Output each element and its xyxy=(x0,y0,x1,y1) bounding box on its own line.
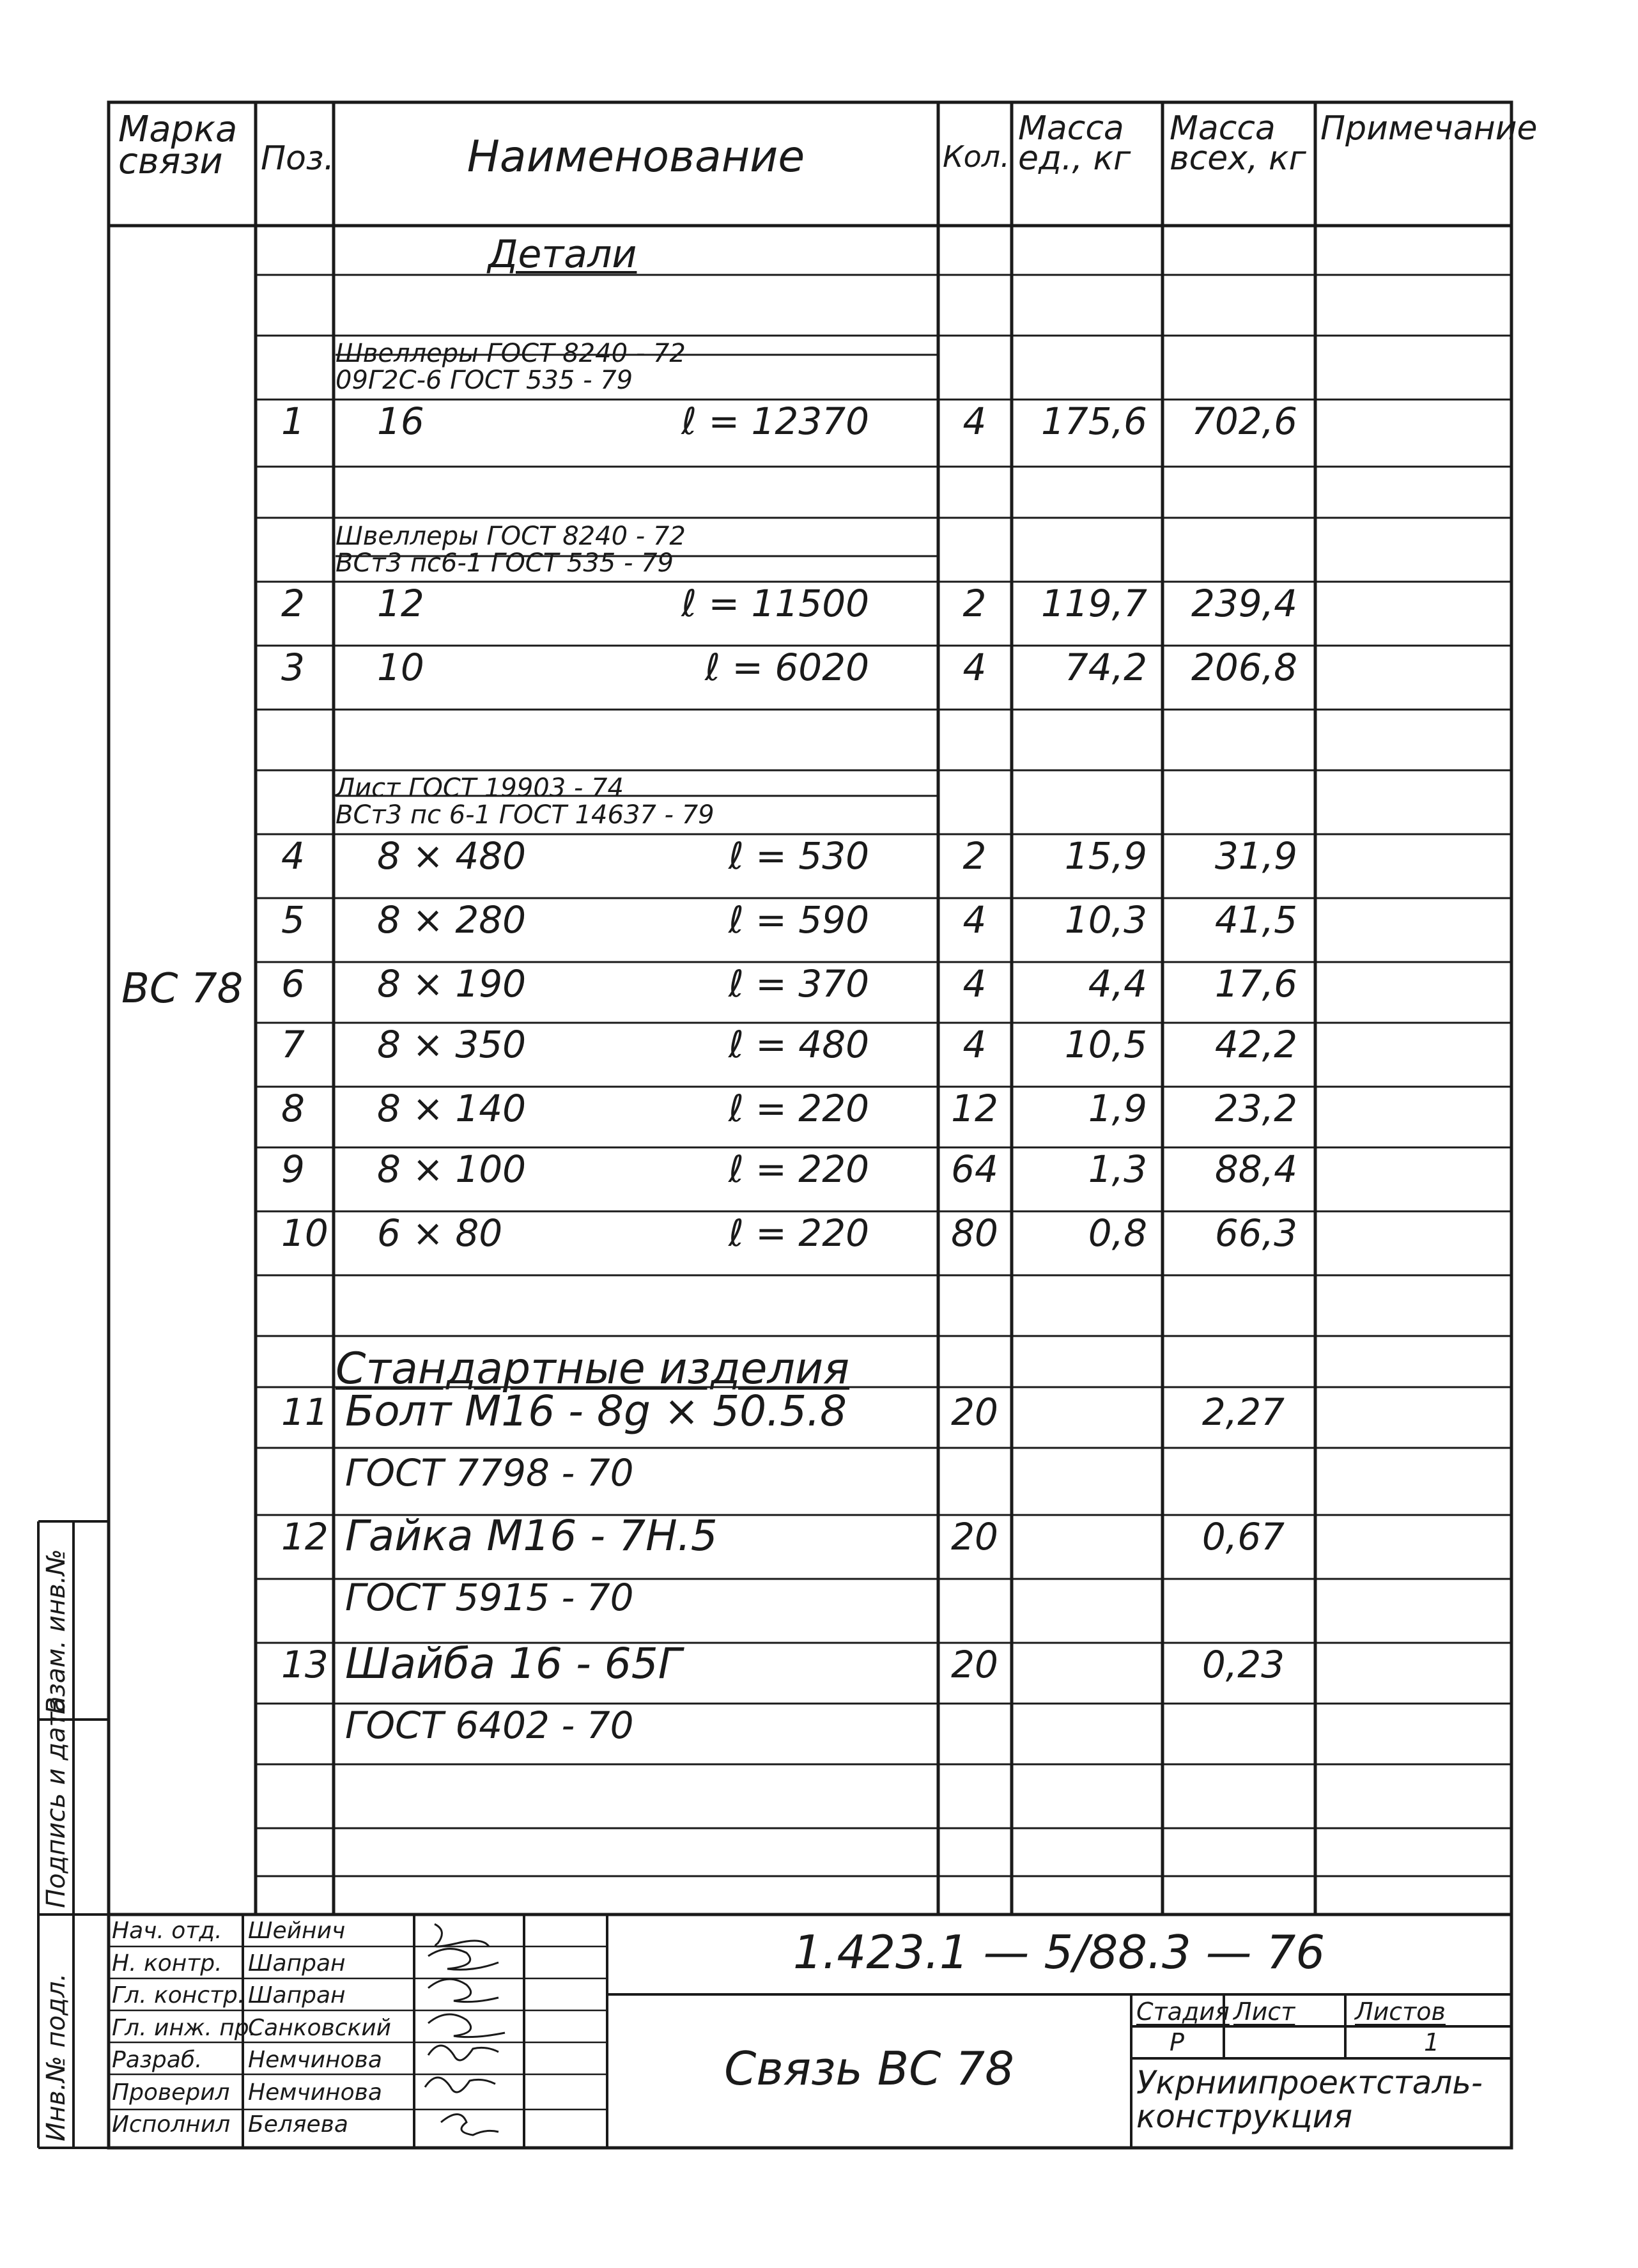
row-qty: 4 xyxy=(962,898,987,942)
organization: Укрниипроектсталь-конструкция xyxy=(1136,2064,1483,2135)
row-size: 8 × 350 xyxy=(377,1023,527,1066)
header-mass-unit: Масса ед., кг xyxy=(1018,109,1131,178)
header-name: Наименование xyxy=(467,132,805,182)
group-2-line2: ВСт3 пс6-1 ГОСТ 535 - 79 xyxy=(336,548,674,578)
stage-value: Р xyxy=(1170,2028,1184,2056)
std-poz: 13 xyxy=(281,1643,328,1686)
row-poz: 3 xyxy=(281,646,305,689)
row-length: ℓ = 370 xyxy=(728,962,869,1006)
side-vzam: Взам. инв.№ xyxy=(42,1549,71,1714)
std-name: Шайба 16 - 65Г xyxy=(345,1639,682,1688)
section-details-heading: Детали xyxy=(488,232,637,277)
row-poz: 10 xyxy=(281,1211,328,1255)
row-size: 12 xyxy=(377,582,424,625)
group-1-line1: Швеллеры ГОСТ 8240 - 72 xyxy=(336,339,686,368)
row-poz: 5 xyxy=(281,898,305,942)
row-mass-total: 42,2 xyxy=(1214,1023,1297,1066)
row-qty: 12 xyxy=(951,1087,998,1130)
titleblock-name: Санковский xyxy=(248,2014,392,2041)
titleblock-name: Шапран xyxy=(248,1982,346,2008)
titleblock-role: Исполнил xyxy=(112,2111,231,2138)
group-header-1 xyxy=(336,340,686,394)
row-mass-unit: 1,9 xyxy=(1088,1087,1147,1130)
group-header-2 xyxy=(336,523,686,577)
titleblock-role: Гл. констр. xyxy=(112,1982,245,2008)
titleblock-name: Шапран xyxy=(248,1950,346,1977)
std-poz: 12 xyxy=(281,1515,328,1558)
std-qty: 20 xyxy=(951,1390,998,1434)
row-qty: 2 xyxy=(962,582,987,625)
row-mass-unit: 0,8 xyxy=(1088,1211,1147,1255)
titleblock-role: Разраб. xyxy=(112,2047,203,2073)
row-poz: 8 xyxy=(281,1087,305,1130)
row-mass-unit: 15,9 xyxy=(1064,834,1147,878)
row-poz: 7 xyxy=(281,1023,305,1066)
std-name: Гайка М16 - 7Н.5 xyxy=(345,1511,718,1560)
titleblock-name: Немчинова xyxy=(248,2047,382,2073)
row-mass-total: 41,5 xyxy=(1214,898,1297,942)
row-qty: 4 xyxy=(962,400,987,443)
row-poz: 4 xyxy=(281,834,305,878)
std-name: Болт М16 - 8g × 50.5.8 xyxy=(345,1386,847,1436)
row-length: ℓ = 530 xyxy=(728,834,869,878)
row-poz: 6 xyxy=(281,962,305,1006)
row-mass-unit: 119,7 xyxy=(1040,582,1147,625)
row-qty: 80 xyxy=(951,1211,998,1255)
row-size: 8 × 140 xyxy=(377,1087,527,1130)
header-qty: Кол. xyxy=(943,139,1010,174)
header-mass-total: Масса всех, кг xyxy=(1170,109,1306,178)
std-gost: ГОСТ 6402 - 70 xyxy=(345,1704,634,1747)
stage-label: Стадия xyxy=(1136,1998,1230,2026)
header-poz: Поз. xyxy=(261,139,335,178)
sheets-label: Листов xyxy=(1355,1998,1446,2026)
std-qty: 20 xyxy=(951,1643,998,1686)
header-marka xyxy=(118,109,249,183)
row-mass-total: 66,3 xyxy=(1214,1211,1297,1255)
sheets-value: 1 xyxy=(1424,2028,1440,2056)
row-qty: 4 xyxy=(962,646,987,689)
row-length: ℓ = 6020 xyxy=(704,646,869,689)
signatures xyxy=(425,1924,505,2135)
group-3-line2: ВСт3 пс 6-1 ГОСТ 14637 - 79 xyxy=(336,800,715,830)
std-poz: 11 xyxy=(281,1390,328,1434)
row-size: 6 × 80 xyxy=(377,1211,503,1255)
row-size: 8 × 480 xyxy=(377,834,527,878)
std-mass-total: 2,27 xyxy=(1201,1390,1285,1434)
row-mass-unit: 175,6 xyxy=(1040,400,1147,443)
row-size: 8 × 280 xyxy=(377,898,527,942)
titleblock-name: Немчинова xyxy=(248,2079,382,2106)
row-mass-unit: 4,4 xyxy=(1088,962,1147,1006)
std-qty: 20 xyxy=(951,1515,998,1558)
group-1-line2: 09Г2С-6 ГОСТ 535 - 79 xyxy=(336,366,633,395)
row-mass-unit: 10,3 xyxy=(1064,898,1147,942)
group-header-3 xyxy=(336,775,715,828)
std-gost: ГОСТ 5915 - 70 xyxy=(345,1576,634,1619)
group-3-line1: Лист ГОСТ 19903 - 74 xyxy=(336,773,624,803)
side-podpis: Подпись и дата xyxy=(42,1696,71,1908)
header-marka-text: Марка связи xyxy=(118,109,238,183)
titleblock-role: Проверил xyxy=(112,2079,230,2106)
header-note: Примечание xyxy=(1320,109,1538,148)
row-poz: 2 xyxy=(281,582,305,625)
row-size: 8 × 100 xyxy=(377,1147,527,1191)
row-qty: 64 xyxy=(951,1147,998,1191)
row-length: ℓ = 220 xyxy=(728,1147,869,1191)
drawing-title: Связь ВС 78 xyxy=(724,2042,1014,2095)
row-length: ℓ = 11500 xyxy=(681,582,869,625)
std-gost: ГОСТ 7798 - 70 xyxy=(345,1451,634,1495)
marka-value: ВС 78 xyxy=(121,965,243,1013)
titleblock-role: Гл. инж. пр. xyxy=(112,2014,257,2041)
titleblock-role: Н. контр. xyxy=(112,1950,222,1977)
row-length: ℓ = 12370 xyxy=(681,400,869,443)
row-size: 10 xyxy=(377,646,424,689)
row-qty: 4 xyxy=(962,962,987,1006)
row-mass-unit: 1,3 xyxy=(1088,1147,1147,1191)
row-poz: 9 xyxy=(281,1147,305,1191)
row-length: ℓ = 220 xyxy=(728,1087,869,1130)
row-length: ℓ = 480 xyxy=(728,1023,869,1066)
row-size: 16 xyxy=(377,400,424,443)
row-length: ℓ = 220 xyxy=(728,1211,869,1255)
sheet-label: Лист xyxy=(1233,1998,1295,2026)
section-standard-heading: Стандартные изделия xyxy=(336,1344,850,1394)
titleblock-name: Шейнич xyxy=(248,1918,346,1944)
std-mass-total: 0,23 xyxy=(1201,1643,1285,1686)
row-mass-total: 31,9 xyxy=(1214,834,1297,878)
row-mass-total: 17,6 xyxy=(1214,962,1297,1006)
row-qty: 2 xyxy=(962,834,987,878)
row-poz: 1 xyxy=(281,400,305,443)
row-mass-total: 23,2 xyxy=(1214,1087,1297,1130)
row-mass-total: 88,4 xyxy=(1214,1147,1297,1191)
row-mass-unit: 10,5 xyxy=(1064,1023,1147,1066)
doc-code: 1.423.1 — 5/88.3 — 76 xyxy=(792,1925,1325,1979)
titleblock-role: Нач. отд. xyxy=(112,1918,222,1944)
row-mass-total: 239,4 xyxy=(1191,582,1297,625)
row-mass-total: 206,8 xyxy=(1191,646,1297,689)
row-length: ℓ = 590 xyxy=(728,898,869,942)
row-mass-unit: 74,2 xyxy=(1064,646,1147,689)
row-size: 8 × 190 xyxy=(377,962,527,1006)
titleblock-name: Беляева xyxy=(248,2111,348,2138)
row-qty: 4 xyxy=(962,1023,987,1066)
side-inv-podl: Инв.№ подл. xyxy=(42,1973,71,2141)
group-2-line1: Швеллеры ГОСТ 8240 - 72 xyxy=(336,522,686,551)
row-mass-total: 702,6 xyxy=(1191,400,1297,443)
std-mass-total: 0,67 xyxy=(1201,1515,1285,1558)
